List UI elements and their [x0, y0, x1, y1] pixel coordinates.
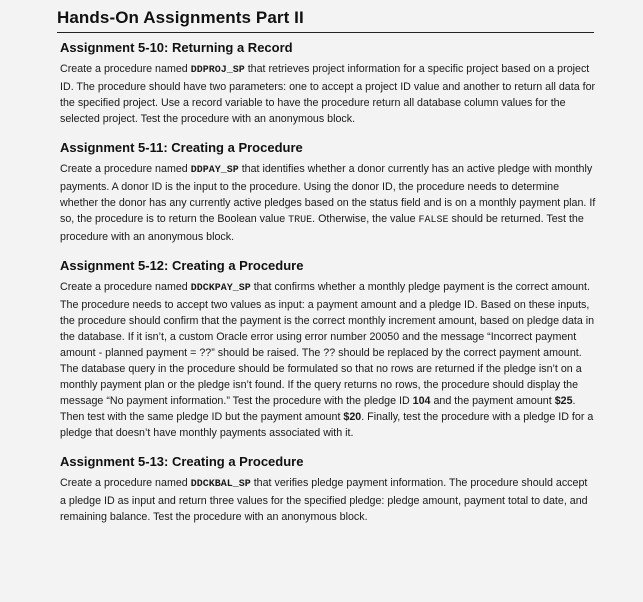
section-title: Hands-On Assignments Part II — [57, 8, 304, 27]
body-text: . Finally, test the procedure with a pledge ID for a pledge that doesn’t have monthly payments associated with it. — [60, 411, 594, 439]
procedure-name: DDCKPAY_SP — [190, 283, 251, 294]
bold-amount: $25 — [554, 395, 573, 407]
body-text: Create a procedure named — [60, 281, 191, 293]
body-text: Create a procedure named — [60, 477, 191, 489]
body-text: that verifies pledge payment information. The procedure should accept a pledge ID as input and return three values for the specified pledge: pledge amount, payment total to date, and remaining balance. Test the procedure with an anonymous block. — [60, 477, 588, 523]
keyword-true: TRUE — [288, 215, 313, 226]
assignment-heading: Assignment 5-10: Returning a Record — [60, 40, 293, 55]
assignment-5-10 — [60, 40, 596, 127]
assignment-body — [60, 475, 596, 525]
body-text: should be returned. Test the procedure with an anonymous block. — [60, 213, 584, 243]
body-text: Create a procedure named — [60, 163, 191, 175]
assignments-list — [60, 40, 596, 538]
assignment-body — [60, 279, 596, 441]
assignment-5-12 — [60, 258, 596, 441]
body-text: that confirms whether a monthly pledge payment is the correct amount. The procedure needs to accept two values as input: a payment amount and a pledge ID. Based on these inputs, the procedure should confirm that the payment is the correct monthly increment amount, based on pledge data in the database. If it isn’t, a custom Oracle error using error number 20050 and the message “Incorrect payment amount - planned payment = ??” should be raised. The ?? should be replaced by the correct payment amount. The database query in the procedure should be formulated so that no rows are returned if the pledge isn’t on a monthly payment plan or the pledge isn’t found. If the query returns no rows, the procedure should display the message “No payment information.” Test the procedure with the pledge ID — [60, 281, 595, 407]
assignment-body — [60, 161, 596, 245]
assignment-5-11 — [60, 140, 596, 245]
body-text: . Otherwise, the value — [312, 213, 419, 225]
assignment-heading: Assignment 5-12: Creating a Procedure — [60, 258, 304, 273]
title-rule — [57, 32, 594, 33]
body-text: that identifies whether a donor currently has an active pledge with monthly payments. A donor ID is the input to the procedure. Using the donor ID, the procedure needs to determine whether the donor has any currently active pledges based on the status field and is on a monthly payment plan. If so, the procedure is to return the Boolean value — [60, 163, 596, 225]
body-text: that retrieves project information for a specific project based on a project ID. The procedure should have two parameters: one to accept a project ID value and another to return all data for the specified project. Use a record variable to have the procedure return all database column values for the selected project. Test the procedure with an anonymous block. — [60, 63, 596, 125]
procedure-name: DDPAY_SP — [190, 165, 239, 176]
procedure-name: DDCKBAL_SP — [190, 479, 251, 490]
body-text: and the payment amount — [430, 395, 555, 407]
assignment-heading: Assignment 5-11: Creating a Procedure — [60, 140, 303, 155]
assignment-5-13 — [60, 454, 596, 525]
assignment-body — [60, 61, 596, 127]
bold-amount: $20 — [343, 411, 362, 423]
body-text: Create a procedure named — [60, 63, 191, 75]
bold-pledge-id: 104 — [412, 395, 431, 407]
body-text: . Then test with the same pledge ID but the payment amount — [60, 395, 576, 423]
assignment-heading: Assignment 5-13: Creating a Procedure — [60, 454, 304, 469]
procedure-name: DDPROJ_SP — [190, 65, 245, 76]
keyword-false: FALSE — [418, 215, 449, 226]
